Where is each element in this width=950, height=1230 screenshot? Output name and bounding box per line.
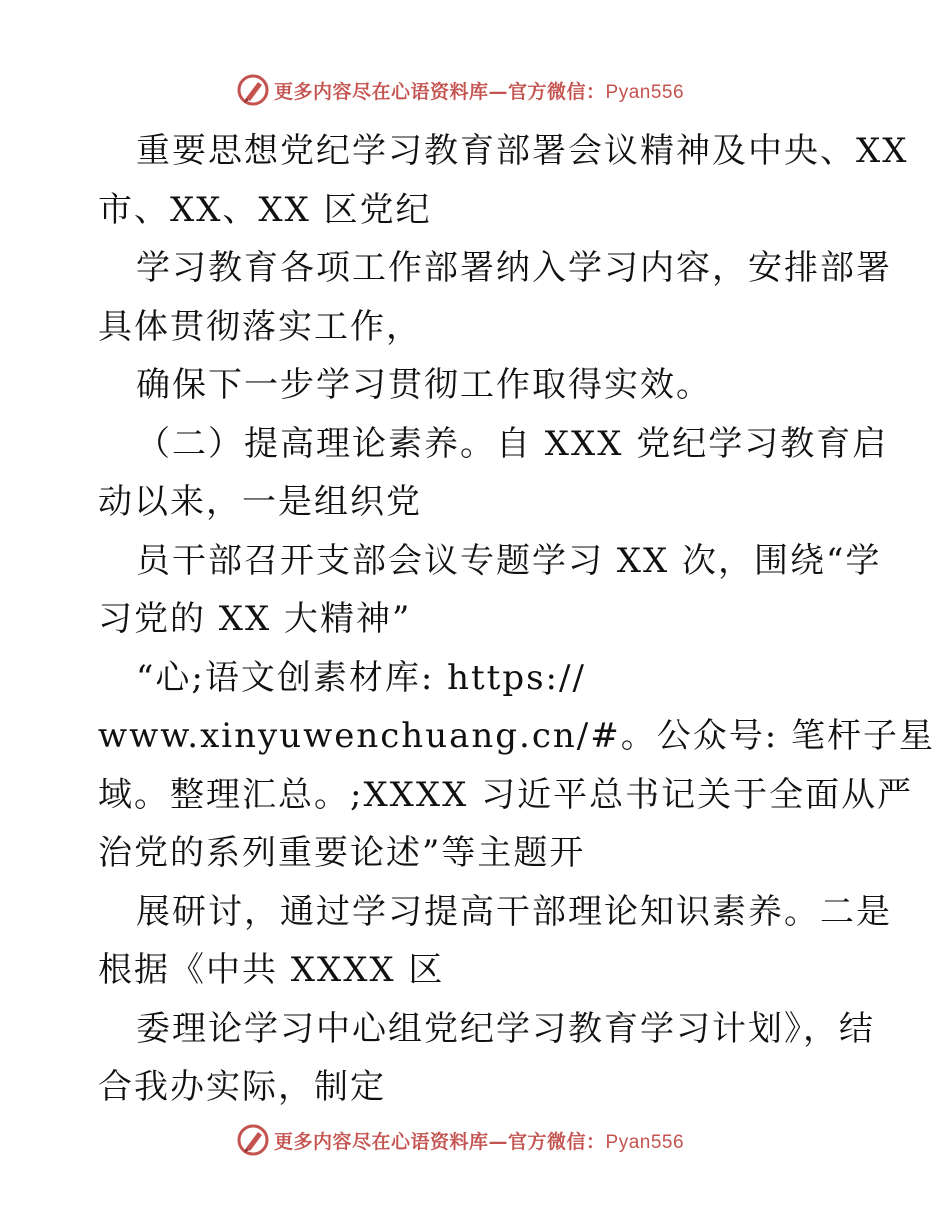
text-line: （二）提高理论素养。自 XXX 党纪学习教育启 <box>136 423 889 464</box>
text-line: 根据《中共 XXXX 区 <box>98 950 445 990</box>
text-line: 确保下一步学习贯彻工作取得实效。 <box>136 365 712 405</box>
text-line: 具体贯彻落实工作， <box>98 306 422 347</box>
watermark-text: 更多内容尽在心语资料库—官方微信：Pyan556 <box>274 1130 685 1153</box>
text-line: 委理论学习中心组党纪学习教育学习计划》，结 <box>136 1008 875 1049</box>
text-line: 动以来，一是组织党 <box>98 482 422 522</box>
document-body <box>98 122 935 1117</box>
watermark-footer <box>236 1122 684 1158</box>
watermark-text: 更多内容尽在心语资料库—官方微信：Pyan556 <box>274 80 685 103</box>
watermark-header <box>236 72 684 108</box>
text-line: www.xinyuwenchuang.cn/#。公众号: 笔杆子星 <box>98 716 935 756</box>
text-line: 习党的 XX 大精神” <box>98 599 412 639</box>
text-line: 重要思想党纪学习教育部署会议精神及中央、XX <box>136 131 909 171</box>
text-line: 员干部召开支部会议专题学习 XX 次，围绕“学 <box>136 540 882 581</box>
text-line: 域。整理汇总。;XXXX 习近平总书记关于全面从严 <box>98 774 914 815</box>
pen-logo-icon <box>236 73 270 107</box>
text-line: 学习教育各项工作部署纳入学习内容，安排部署 <box>136 248 892 288</box>
text-line: 市、XX、XX 区党纪 <box>98 189 432 230</box>
text-line: “心;语文创素材库: https:// <box>136 657 586 698</box>
text-line: 治党的系列重要论述”等主题开 <box>98 833 586 873</box>
text-line: 展研讨，通过学习提高干部理论知识素养。二是 <box>136 891 892 932</box>
pen-logo-icon <box>236 1123 270 1157</box>
text-line: 合我办实际，制定 <box>98 1067 386 1107</box>
